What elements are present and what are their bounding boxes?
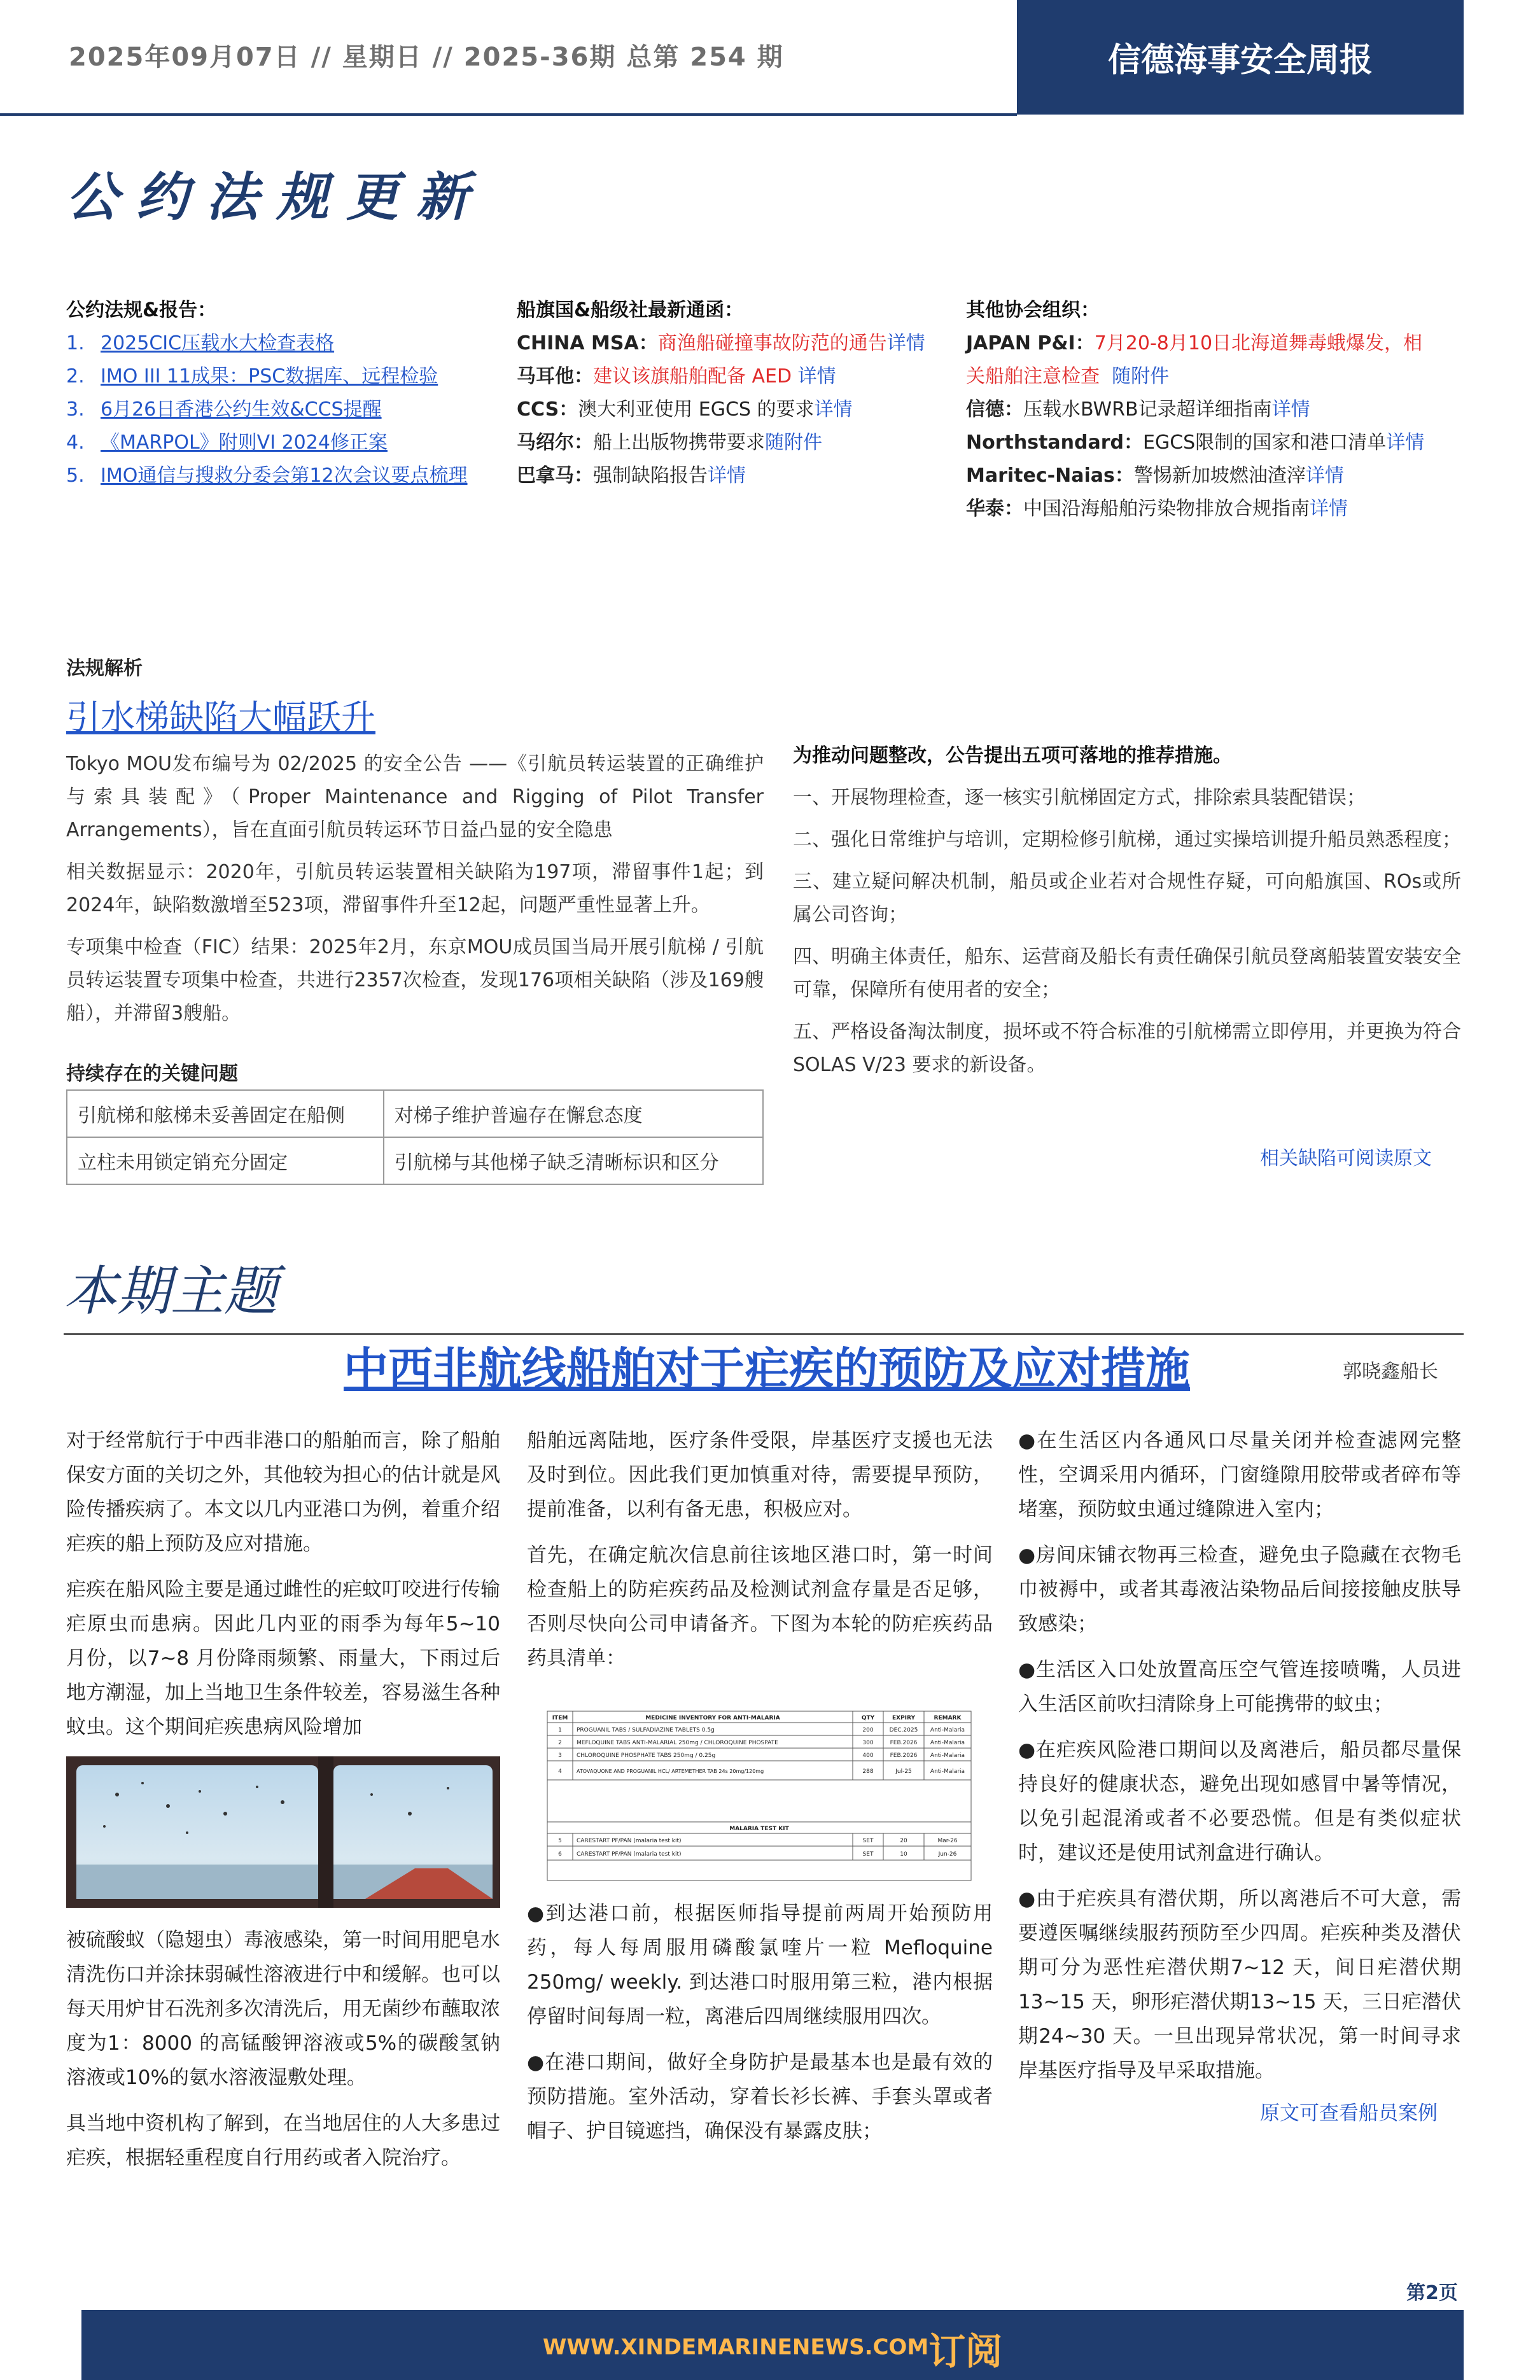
table-header-medicine: MEDICINE INVENTORY FOR ANTI-MALARIA — [645, 1715, 780, 1721]
measure-item: 五、严格设备淘汰制度，损坏或不符合标准的引航梯需立即停用，并更换为符合 SOLAS V/23 要求的新设备。 — [793, 1021, 1461, 1076]
subscribe-link[interactable] — [81, 2321, 1464, 2375]
table-cell: 立柱未用锁定销充分固定 — [67, 1137, 384, 1184]
item-number: 2. — [66, 365, 85, 388]
paragraph: ●在生活区内各通风口尽量关闭并检查滤网完整性，空调采用内循环，门窗缝隙用胶带或者碎布等堵塞，预防蚊虫通过缝隙进入室内； — [1018, 1429, 1461, 1521]
notice-text: 关船舶注意检查 — [966, 365, 1100, 388]
table-header-item: ITEM — [552, 1715, 568, 1721]
notice-text: EGCS限制的国家和港口清单 — [1143, 431, 1387, 454]
table-cell: 288 — [862, 1768, 874, 1775]
table-cell: 对梯子维护普遍存在懈怠态度 — [384, 1090, 763, 1137]
measure-item: 四、明确主体责任，船东、运营商及船长有责任确保引航员登离船装置安装安全可靠，保障所有使用者的安全； — [793, 946, 1461, 1001]
regulation-item[interactable] — [66, 393, 499, 426]
article-column-2-cont — [527, 1896, 993, 2160]
table-header-expiry: EXPIRY — [892, 1715, 915, 1721]
paragraph: 首先，在确定航次信息前往该地区港口时，第一时间检查船上的防疟疾药品及检测试剂盒存量是否足够，否则尽快向公司申请备齐。下图为本轮的防疟疾药品药具清单： — [527, 1544, 993, 1670]
org-name: CCS： — [517, 398, 578, 421]
notice-item — [517, 360, 962, 393]
table-cell: 20 — [900, 1838, 907, 1844]
notice-text: 强制缺陷报告 — [593, 465, 708, 487]
table-cell: 2 — [558, 1740, 562, 1746]
regulation-item[interactable] — [66, 426, 499, 459]
attachment-link[interactable]: 随附件 — [1112, 365, 1170, 388]
paragraph: ●在港口期间，做好全身防护是最基本也是最有效的预防措施。室外活动，穿着长衫长裤、手套头罩或者帽子、护目镜遮挡，确保没有暴露皮肤； — [527, 2051, 993, 2143]
issues-label: 持续存在的关键问题 — [66, 1063, 238, 1085]
notice-item-cont — [966, 360, 1469, 393]
measure-item: 一、开展物理检查，逐一核实引航梯固定方式，排除索具装配错误； — [793, 787, 1366, 809]
article-column-3 — [1018, 1424, 1461, 2099]
notice-text: 警惕新加坡燃油渣滓 — [1133, 465, 1306, 487]
org-name: 信德： — [966, 398, 1023, 421]
notice-item — [966, 493, 1469, 526]
table-cell: 400 — [862, 1753, 874, 1759]
notice-item — [517, 327, 962, 360]
regulation-item[interactable] — [66, 459, 499, 493]
detail-link[interactable]: 详情 — [1310, 498, 1348, 520]
regulation-link[interactable]: 2025CIC压载水大检查表格 — [101, 332, 335, 354]
table-cell: 4 — [558, 1768, 562, 1775]
section-title: 公约法规更新 — [66, 167, 486, 228]
subscribe-label[interactable]: 订阅 — [928, 2330, 1003, 2373]
table-header-qty: QTY — [861, 1715, 875, 1721]
law-analysis-label: 法规解析 — [66, 657, 143, 680]
regulation-link[interactable]: 《MARPOL》附则VI 2024修正案 — [101, 431, 388, 454]
paragraph: 对于经常航行于中西非港口的船舶而言，除了船舶保安方面的关切之外，其他较为担心的估计就是风险传播疾病了。本文以几内亚港口为例，着重介绍疟疾的船上预防及应对措施。 — [66, 1429, 500, 1555]
regulations-list — [66, 327, 499, 493]
table-cell: CARESTART PF/PAN (malaria test kit) — [577, 1851, 682, 1858]
table-cell: PROGUANIL TABS / SULFADIAZINE TABLETS 0.5g — [577, 1727, 715, 1733]
paragraph: Tokyo MOU发布编号为 02/2025 的安全公告 ——《引航员转运装置的正确维护与索具装配》（Proper Maintenance and Rigging of Pilot Transfer Arrangements），旨在直面引航员转运环节日益凸显的安全隐患 — [66, 753, 764, 841]
notice-item — [517, 426, 962, 459]
detail-link[interactable]: 详情 — [1386, 431, 1425, 454]
notice-text: 7月20-8月10日北海道舞毒蛾爆发，相 — [1094, 332, 1423, 354]
paragraph: 疟疾在船风险主要是通过雌性的疟蚊叮咬进行传输疟原虫而患病。因此几内亚的雨季为每年5~10 月份，以7~8 月份降雨频繁、雨量大，下雨过后地方潮湿，加上当地卫生条件较差，容易滋生各种蚊虫。这个期间疟疾患病风险增加 — [66, 1578, 500, 1739]
table-cell: Mar-26 — [937, 1838, 958, 1844]
website-url[interactable]: WWW.XINDEMARINENEWS.COM — [542, 2334, 929, 2360]
detail-link[interactable]: 详情 — [814, 398, 853, 421]
notice-item — [966, 459, 1469, 493]
org-name: CHINA MSA： — [517, 332, 658, 354]
regulation-item[interactable] — [66, 327, 499, 360]
org-name: JAPAN P&I： — [966, 332, 1095, 354]
table-cell: 5 — [558, 1838, 562, 1844]
regulation-item[interactable] — [66, 360, 499, 393]
table-cell: FEB.2026 — [890, 1740, 918, 1746]
issue-date-line: 2025年09月07日 // 星期日 // 2025-36期 总第 254 期 — [69, 43, 784, 72]
table-cell: CHLOROQUINE PHOSPHATE TABS 250mg / 0.25g — [577, 1753, 716, 1759]
table-cell: Anti-Malaria — [930, 1768, 965, 1775]
regulation-link[interactable]: IMO III 11成果：PSC数据库、远程检验 — [101, 365, 438, 388]
paragraph: ●由于疟疾具有潜伏期，所以离港后不可大意，需要遵医嘱继续服药预防至少四周。疟疾种类及潜伏期可分为恶性疟潜伏期7~12 天，间日疟潜伏期13~15 天，卵形疟潜伏期13~15 天，三日疟潜伏期24~30 天。一旦出现异常状况，第一时间寻求岸基医疗指导及早采取措施。 — [1018, 1887, 1461, 2082]
theme-label: 本期主题 — [64, 1260, 278, 1322]
table-cell: Anti-Malaria — [930, 1740, 965, 1746]
org-name: Northstandard： — [966, 431, 1143, 454]
table-cell: FEB.2026 — [890, 1753, 918, 1759]
detail-link[interactable]: 详情 — [1271, 398, 1310, 421]
measures-lead: 为推动问题整改，公告提出五项可落地的推荐措施。 — [793, 745, 1232, 767]
paragraph: 船舶远离陆地，医疗条件受限，岸基医疗支援也无法及时到位。因此我们更加慎重对待，需要提早预防，提前准备，以利有备无患，积极应对。 — [527, 1429, 993, 1521]
paragraph: 相关数据显示：2020年，引航员转运装置相关缺陷为197项，滞留事件1起；到2024年，缺陷数激增至523项，滞留事件升至12起，问题严重性显著上升。 — [66, 861, 764, 916]
org-name: 马耳他： — [517, 365, 593, 388]
org-name: 马绍尔： — [517, 431, 593, 454]
item-number: 5. — [66, 465, 85, 487]
item-number: 4. — [66, 431, 85, 454]
regulations-heading: 公约法规&报告： — [66, 299, 217, 321]
table-cell: MEFLOQUINE TABS ANTI-MALARIAL 250mg / CHLOROQUINE PHOSPATE — [577, 1740, 778, 1746]
table-cell: 引航梯和舷梯未妥善固定在船侧 — [67, 1090, 384, 1137]
org-name: 巴拿马： — [517, 465, 593, 487]
paragraph: ●房间床铺衣物再三检查，避免虫子隐藏在衣物毛巾被褥中，或者其毒液沾染物品后间接接触皮肤导致感染； — [1018, 1544, 1461, 1635]
page-number: 第2页 — [1406, 2282, 1458, 2304]
notice-text: 商渔船碰撞事故防范的通告 — [657, 332, 887, 354]
paragraph: ●生活区入口处放置高压空气管连接喷嘴，人员进入生活区前吹扫清除身上可能携带的蚊虫； — [1018, 1658, 1461, 1716]
article-column-2 — [527, 1424, 993, 1687]
flag-class-column — [517, 294, 962, 493]
paragraph: 具当地中资机构了解到，在当地居住的人大多患过疟疾，根据轻重程度自行用药或者入院治疗。 — [66, 2112, 500, 2169]
table-cell: DEC.2025 — [889, 1727, 918, 1733]
article-author: 郭晓鑫船长 — [1343, 1361, 1438, 1383]
table-cell: 引航梯与其他梯子缺乏清晰标识和区分 — [384, 1137, 763, 1184]
notice-text: 澳大利亚使用 EGCS 的要求 — [578, 398, 815, 421]
table-cell: 200 — [862, 1727, 874, 1733]
notice-text: 建议该旗船舶配备 AED — [593, 365, 798, 388]
notice-text: 船上出版物携带要求 — [593, 431, 765, 454]
table-cell: ATOVAQUONE AND PROGUANIL HCL/ ARTEMETHER TAB 24s 20mg/120mg — [577, 1768, 764, 1774]
org-name: Maritec-Naias： — [966, 465, 1134, 487]
paragraph: 专项集中检查（FIC）结果：2025年2月，东京MOU成员国当局开展引航梯 / 引航员转运装置专项集中检查，共进行2357次检查，发现176项相关缺陷（涉及169艘船），并滞留3艘船。 — [66, 936, 764, 1025]
read-original-link[interactable]: 相关缺陷可阅读原文 — [1260, 1147, 1432, 1170]
article-column-1-cont — [66, 1923, 500, 2187]
ship-window-photo — [66, 1756, 500, 1908]
measure-item: 三、建立疑问解决机制，船员或企业若对合规性存疑，可向船旗国、ROs或所属公司咨询； — [793, 871, 1461, 926]
table-cell: CARESTART PF/PAN (malaria test kit) — [577, 1838, 682, 1844]
org-name: 华泰： — [966, 498, 1023, 520]
attachment-link[interactable]: 随附件 — [765, 431, 822, 454]
notice-item — [966, 327, 1469, 360]
regulation-link[interactable]: IMO通信与搜救分委会第12次会议要点梳理 — [101, 465, 468, 487]
table-cell: Anti-Malaria — [930, 1753, 965, 1759]
notice-text: 压载水BWRB记录超详细指南 — [1023, 398, 1272, 421]
article-column-1 — [66, 1424, 500, 1756]
associations-column — [966, 294, 1469, 526]
table-header-remark: REMARK — [934, 1715, 962, 1721]
table-cell: 10 — [900, 1851, 907, 1858]
flag-class-heading: 船旗国&船级社最新通函： — [517, 299, 744, 321]
brand-title: 信德海事安全周报 — [1107, 41, 1373, 80]
table-cell: 6 — [558, 1851, 562, 1858]
table-cell: Jul-25 — [895, 1768, 912, 1775]
table-cell: Anti-Malaria — [930, 1727, 965, 1733]
medicine-inventory-table — [535, 1707, 983, 1884]
notice-item — [517, 393, 962, 426]
notice-text: 中国沿海船舶污染物排放合规指南 — [1023, 498, 1310, 520]
crew-case-link[interactable]: 原文可查看船员案例 — [1260, 2102, 1438, 2125]
recommended-measures — [793, 739, 1461, 1091]
table-row — [67, 1137, 763, 1184]
item-number: 3. — [66, 398, 85, 421]
detail-link[interactable]: 详情 — [797, 365, 836, 388]
header-divider — [0, 113, 1017, 116]
detail-link[interactable]: 详情 — [886, 332, 925, 354]
law-analysis-title[interactable]: 引水梯缺陷大幅跃升 — [66, 697, 375, 738]
notice-item — [966, 426, 1469, 459]
table-cell: 3 — [558, 1753, 562, 1759]
table-cell: Jun-26 — [938, 1851, 957, 1858]
paragraph: 被硫酸蚁（隐翅虫）毒液感染，第一时间用肥皂水清洗伤口并涂抹弱碱性溶液进行中和缓解。也可以每天用炉甘石洗剂多次清洗后，用无菌纱布蘸取浓度为1：8000 的高锰酸钾溶液或5%的碳酸氢钠溶液或10%的氨水溶液湿敷处理。 — [66, 1929, 500, 2089]
table-cell: 1 — [558, 1727, 562, 1733]
regulation-link[interactable]: 6月26日香港公约生效&CCS提醒 — [101, 398, 382, 421]
item-number: 1. — [66, 332, 85, 354]
regulations-column — [66, 294, 499, 493]
paragraph: ●到达港口前，根据医师指导提前两周开始预防用药，每人每周服用磷酸氯喹片一粒 Mefloquine 250mg/ weekly. 到达港口时服用第三粒，港内根据停留时间每周一粒，离港后四周继续服用四次。 — [527, 1902, 993, 2028]
notice-item — [517, 459, 962, 493]
detail-link[interactable]: 详情 — [1305, 465, 1344, 487]
issues-table — [66, 1089, 764, 1185]
law-analysis-body — [66, 748, 764, 1039]
table-cell: SET — [862, 1851, 874, 1858]
associations-heading: 其他协会组织： — [966, 299, 1100, 321]
article-title[interactable]: 中西非航线船舶对于疟疾的预防及应对措施 — [344, 1343, 1190, 1395]
table-cell: SET — [862, 1838, 874, 1844]
table-row — [67, 1090, 763, 1137]
kit-header: MALARIA TEST KIT — [729, 1826, 789, 1832]
measure-item: 二、强化日常维护与培训，定期检修引航梯，通过实操培训提升船员熟悉程度； — [793, 829, 1461, 851]
detail-link[interactable]: 详情 — [708, 465, 746, 487]
table-cell: 300 — [862, 1740, 874, 1746]
paragraph: ●在疟疾风险港口期间以及离港后，船员都尽量保持良好的健康状态，避免出现如感冒中暑等情况，以免引起混淆或者不必要恐慌。但是有类似症状时，建议还是使用试剂盒进行确认。 — [1018, 1739, 1461, 1865]
notice-item — [966, 393, 1469, 426]
